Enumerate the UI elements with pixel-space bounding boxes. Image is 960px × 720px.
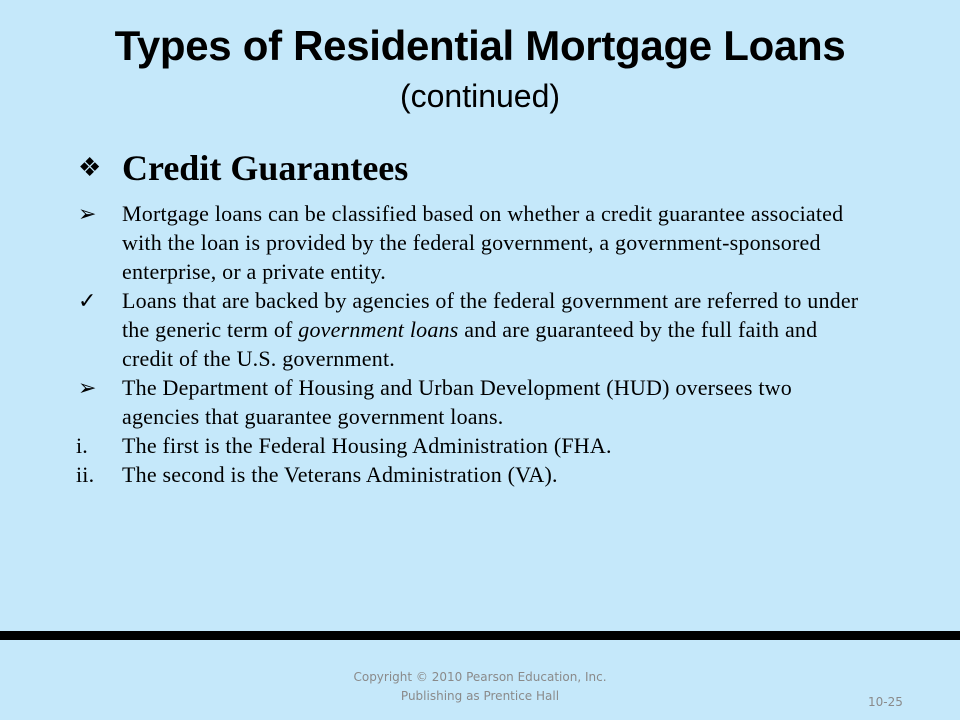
list-item-text: The Department of Housing and Urban Development (HUD) oversees two agencies that guarantee government loans. (122, 375, 792, 429)
slide-title-block (0, 22, 960, 118)
section-heading-text: Credit Guarantees (122, 148, 409, 188)
copyright-footer (0, 668, 960, 706)
roman-numeral-marker: i. (76, 433, 89, 458)
list-item (74, 286, 874, 373)
list-item-text (122, 286, 874, 373)
section-heading (78, 146, 408, 190)
bullet-list (74, 199, 874, 489)
checkmark-bullet-icon: ✓ (78, 288, 97, 313)
arrow-bullet-icon: ➢ (78, 201, 97, 226)
copyright-line: Copyright © 2010 Pearson Education, Inc. (353, 670, 607, 684)
slide-subtitle: (continued) (399, 78, 561, 114)
footer-divider (0, 631, 960, 640)
list-item (74, 460, 874, 489)
list-item-text: The second is the Veterans Administration (VA). (122, 462, 558, 487)
list-item (74, 199, 874, 286)
page-number: 10-25 (868, 695, 903, 709)
list-item-text-before: Loans that are backed by agencies of the federal government are referred to under the generic term of (122, 288, 859, 342)
list-item (74, 373, 874, 431)
list-item-emphasis: government loans (298, 317, 459, 342)
list-item-text-after: and are guaranteed by the full faith and credit of the U.S. government. (122, 317, 818, 371)
publisher-line: Publishing as Prentice Hall (400, 689, 560, 703)
diamond-bullet-icon: ❖ (78, 153, 102, 182)
list-item-text: Mortgage loans can be classified based on whether a credit guarantee associated with the loan is provided by the federal government, a government-sponsored enterprise, or a private entity. (122, 201, 844, 284)
roman-numeral-marker: ii. (76, 462, 95, 487)
slide-title: Types of Residential Mortgage Loans (114, 22, 846, 69)
arrow-bullet-icon: ➢ (78, 375, 97, 400)
list-item-text: The first is the Federal Housing Administration (FHA. (122, 433, 612, 458)
list-item (74, 431, 874, 460)
